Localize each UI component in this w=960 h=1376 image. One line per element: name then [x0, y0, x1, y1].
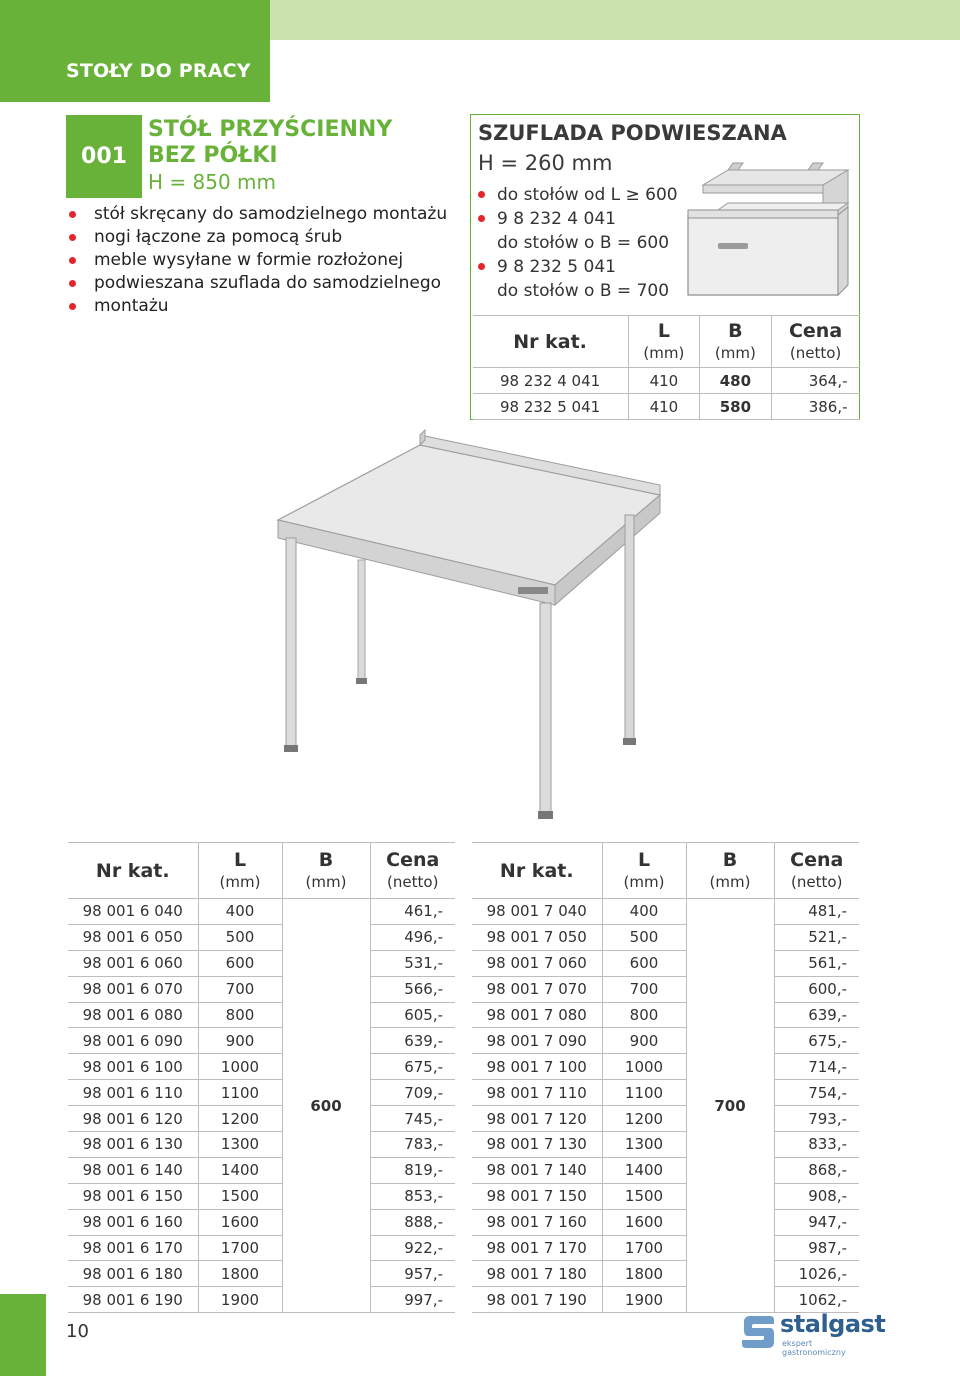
section-label: STOŁY DO PRACY	[66, 60, 251, 82]
cell-price: 714,-	[774, 1054, 859, 1080]
cell-nr: 98 001 7 100	[472, 1054, 602, 1080]
cell-price: 947,-	[774, 1209, 859, 1235]
cell-nr: 98 001 6 060	[68, 950, 198, 976]
product-number: 001	[66, 115, 142, 198]
cell-length: 600	[602, 950, 686, 976]
cell-length: 900	[602, 1028, 686, 1054]
table-row	[472, 1106, 859, 1132]
cell-price: 1062,-	[774, 1287, 859, 1313]
header-nr: Nr kat.	[472, 843, 602, 899]
cell-nr: 98 001 7 090	[472, 1028, 602, 1054]
product-height: H = 850 mm	[148, 170, 277, 194]
feature-item-continued: montażu	[66, 295, 447, 318]
table-row	[472, 1209, 859, 1235]
cell-nr: 98 001 6 070	[68, 976, 198, 1002]
table-row	[472, 1235, 859, 1261]
cell-price: 639,-	[370, 1028, 455, 1054]
cell-length: 500	[602, 924, 686, 950]
table-illustration	[270, 425, 670, 835]
cell-length: 1900	[198, 1287, 282, 1313]
cell-length: 1600	[198, 1209, 282, 1235]
cell-width: 600	[282, 899, 370, 1313]
cell-nr: 98 001 7 060	[472, 950, 602, 976]
cell-nr: 98 232 5 041	[473, 394, 629, 420]
table-row	[68, 1157, 455, 1183]
header-length: L (mm)	[628, 316, 700, 368]
cell-length: 1300	[602, 1132, 686, 1158]
drawer-height: H = 260 mm	[478, 151, 613, 175]
stalgast-logo	[740, 1310, 886, 1357]
cell-nr: 98 001 6 130	[68, 1132, 198, 1158]
table-row	[472, 976, 859, 1002]
cell-length: 900	[198, 1028, 282, 1054]
table-row	[68, 1028, 455, 1054]
cell-length: 1200	[602, 1106, 686, 1132]
cell-width: 580	[700, 394, 772, 420]
cell-price: 833,-	[774, 1132, 859, 1158]
cell-length: 1100	[198, 1080, 282, 1106]
drawer-info-item: 9 8 232 4 041	[477, 207, 678, 231]
cell-price: 853,-	[370, 1183, 455, 1209]
header-width: B (mm)	[686, 843, 774, 899]
header-nr: Nr kat.	[68, 843, 198, 899]
cell-nr: 98 001 7 170	[472, 1235, 602, 1261]
product-title	[148, 117, 392, 195]
cell-length: 700	[198, 976, 282, 1002]
header-width: B (mm)	[700, 316, 772, 368]
table-row	[473, 368, 860, 394]
header-price: Cena (netto)	[774, 843, 859, 899]
cell-nr: 98 001 7 070	[472, 976, 602, 1002]
cell-price: 745,-	[370, 1106, 455, 1132]
feature-item: podwieszana szuflada do samodzielnego	[66, 272, 447, 295]
cell-price: 605,-	[370, 1002, 455, 1028]
table-row	[68, 976, 455, 1002]
cell-length: 410	[628, 394, 700, 420]
cell-length: 1100	[602, 1080, 686, 1106]
cell-nr: 98 001 6 110	[68, 1080, 198, 1106]
table-row	[68, 1183, 455, 1209]
cell-price: 1026,-	[774, 1261, 859, 1287]
table-row	[68, 1054, 455, 1080]
cell-price: 675,-	[774, 1028, 859, 1054]
cell-length: 1800	[602, 1261, 686, 1287]
cell-nr: 98 001 7 140	[472, 1157, 602, 1183]
cell-length: 410	[628, 368, 700, 394]
table-header-row	[68, 843, 455, 899]
cell-nr: 98 001 7 130	[472, 1132, 602, 1158]
cell-nr: 98 001 6 050	[68, 924, 198, 950]
table-row	[68, 1235, 455, 1261]
cell-length: 1200	[198, 1106, 282, 1132]
cell-price: 600,-	[774, 976, 859, 1002]
cell-nr: 98 001 7 190	[472, 1287, 602, 1313]
cell-nr: 98 001 7 120	[472, 1106, 602, 1132]
cell-price: 783,-	[370, 1132, 455, 1158]
cell-price: 639,-	[774, 1002, 859, 1028]
cell-price: 957,-	[370, 1261, 455, 1287]
table-row	[472, 924, 859, 950]
table-row	[68, 1287, 455, 1313]
table-row	[472, 1183, 859, 1209]
cell-price: 496,-	[370, 924, 455, 950]
header-length: L (mm)	[602, 843, 686, 899]
page-bar	[0, 1294, 46, 1376]
cell-nr: 98 001 6 150	[68, 1183, 198, 1209]
cell-length: 1700	[198, 1235, 282, 1261]
table-row	[472, 950, 859, 976]
table-row	[68, 899, 455, 925]
cell-length: 700	[602, 976, 686, 1002]
table-row	[68, 1132, 455, 1158]
drawer-info-item: 9 8 232 5 041	[477, 255, 678, 279]
drawer-panel	[470, 114, 860, 420]
cell-nr: 98 001 6 160	[68, 1209, 198, 1235]
feature-item: nogi łączone za pomocą śrub	[66, 226, 447, 249]
cell-nr: 98 001 7 040	[472, 899, 602, 925]
cell-nr: 98 001 6 190	[68, 1287, 198, 1313]
header-band	[0, 0, 270, 102]
cell-length: 1300	[198, 1132, 282, 1158]
product-title-line1: STÓŁ PRZYŚCIENNY	[148, 117, 393, 142]
header-band-light	[270, 0, 960, 40]
drawer-info-list	[477, 183, 678, 303]
cell-length: 1700	[602, 1235, 686, 1261]
table-row	[68, 950, 455, 976]
cell-price: 364,-	[771, 368, 859, 394]
cell-price: 793,-	[774, 1106, 859, 1132]
cell-length: 1600	[602, 1209, 686, 1235]
cell-length: 400	[602, 899, 686, 925]
feature-item: meble wysyłane w formie rozłożonej	[66, 249, 447, 272]
logo-text: stalgast	[780, 1310, 886, 1338]
cell-price: 709,-	[370, 1080, 455, 1106]
table-row	[68, 1002, 455, 1028]
cell-width: 480	[700, 368, 772, 394]
stalgast-logo-icon	[740, 1314, 776, 1350]
header-price: Cena (netto)	[771, 316, 859, 368]
table-row	[472, 899, 859, 925]
cell-price: 819,-	[370, 1157, 455, 1183]
cell-length: 500	[198, 924, 282, 950]
cell-nr: 98 001 6 100	[68, 1054, 198, 1080]
cell-nr: 98 001 6 120	[68, 1106, 198, 1132]
header-nr: Nr kat.	[473, 316, 629, 368]
cell-length: 1400	[602, 1157, 686, 1183]
table-row	[68, 924, 455, 950]
cell-length: 1400	[198, 1157, 282, 1183]
cell-price: 531,-	[370, 950, 455, 976]
table-row	[68, 1261, 455, 1287]
drawer-illustration	[683, 155, 853, 305]
table-row	[472, 1261, 859, 1287]
cell-nr: 98 232 4 041	[473, 368, 629, 394]
page-number: 10	[66, 1321, 89, 1342]
cell-nr: 98 001 6 090	[68, 1028, 198, 1054]
table-row	[473, 394, 860, 420]
cell-nr: 98 001 7 180	[472, 1261, 602, 1287]
cell-price: 386,-	[771, 394, 859, 420]
table-header-row	[472, 843, 859, 899]
logo-tagline: ekspert gastronomiczny	[782, 1339, 846, 1357]
price-table-b700	[472, 842, 859, 1313]
table-row	[68, 1080, 455, 1106]
drawer-info-item: do stołów o B = 600	[497, 233, 670, 253]
cell-price: 561,-	[774, 950, 859, 976]
drawer-info-item: do stołów o B = 700	[497, 281, 670, 301]
table-row	[68, 1106, 455, 1132]
cell-price: 675,-	[370, 1054, 455, 1080]
feature-item: stół skręcany do samodzielnego montażu	[66, 203, 447, 226]
table-row	[472, 1132, 859, 1158]
cell-nr: 98 001 7 150	[472, 1183, 602, 1209]
header-price: Cena (netto)	[370, 843, 455, 899]
cell-length: 600	[198, 950, 282, 976]
cell-price: 521,-	[774, 924, 859, 950]
table-header-row	[473, 316, 860, 368]
header-length: L (mm)	[198, 843, 282, 899]
cell-nr: 98 001 7 110	[472, 1080, 602, 1106]
cell-price: 566,-	[370, 976, 455, 1002]
cell-length: 1800	[198, 1261, 282, 1287]
cell-length: 1500	[602, 1183, 686, 1209]
cell-price: 908,-	[774, 1183, 859, 1209]
cell-nr: 98 001 6 080	[68, 1002, 198, 1028]
cell-price: 868,-	[774, 1157, 859, 1183]
cell-nr: 98 001 7 080	[472, 1002, 602, 1028]
cell-length: 800	[198, 1002, 282, 1028]
header-width: B (mm)	[282, 843, 370, 899]
price-table-b600	[68, 842, 455, 1313]
table-row	[68, 1209, 455, 1235]
drawer-price-table	[473, 315, 860, 420]
cell-length: 1000	[198, 1054, 282, 1080]
cell-price: 922,-	[370, 1235, 455, 1261]
cell-price: 481,-	[774, 899, 859, 925]
table-row	[472, 1028, 859, 1054]
table-row	[472, 1157, 859, 1183]
table-row	[472, 1287, 859, 1313]
cell-nr: 98 001 7 160	[472, 1209, 602, 1235]
cell-price: 461,-	[370, 899, 455, 925]
cell-nr: 98 001 6 180	[68, 1261, 198, 1287]
cell-price: 987,-	[774, 1235, 859, 1261]
feature-list	[66, 203, 447, 318]
cell-length: 1000	[602, 1054, 686, 1080]
table-row	[472, 1002, 859, 1028]
cell-price: 754,-	[774, 1080, 859, 1106]
table-row	[472, 1054, 859, 1080]
drawer-info-item: do stołów od L ≥ 600	[477, 183, 678, 207]
cell-price: 997,-	[370, 1287, 455, 1313]
cell-nr: 98 001 6 040	[68, 899, 198, 925]
cell-width: 700	[686, 899, 774, 1313]
cell-nr: 98 001 6 140	[68, 1157, 198, 1183]
cell-length: 800	[602, 1002, 686, 1028]
cell-nr: 98 001 6 170	[68, 1235, 198, 1261]
table-row	[472, 1080, 859, 1106]
cell-length: 1500	[198, 1183, 282, 1209]
cell-price: 888,-	[370, 1209, 455, 1235]
cell-nr: 98 001 7 050	[472, 924, 602, 950]
product-title-line2: BEZ PÓŁKI	[148, 143, 278, 168]
cell-length: 400	[198, 899, 282, 925]
cell-length: 1900	[602, 1287, 686, 1313]
drawer-title: SZUFLADA PODWIESZANA	[478, 121, 787, 145]
